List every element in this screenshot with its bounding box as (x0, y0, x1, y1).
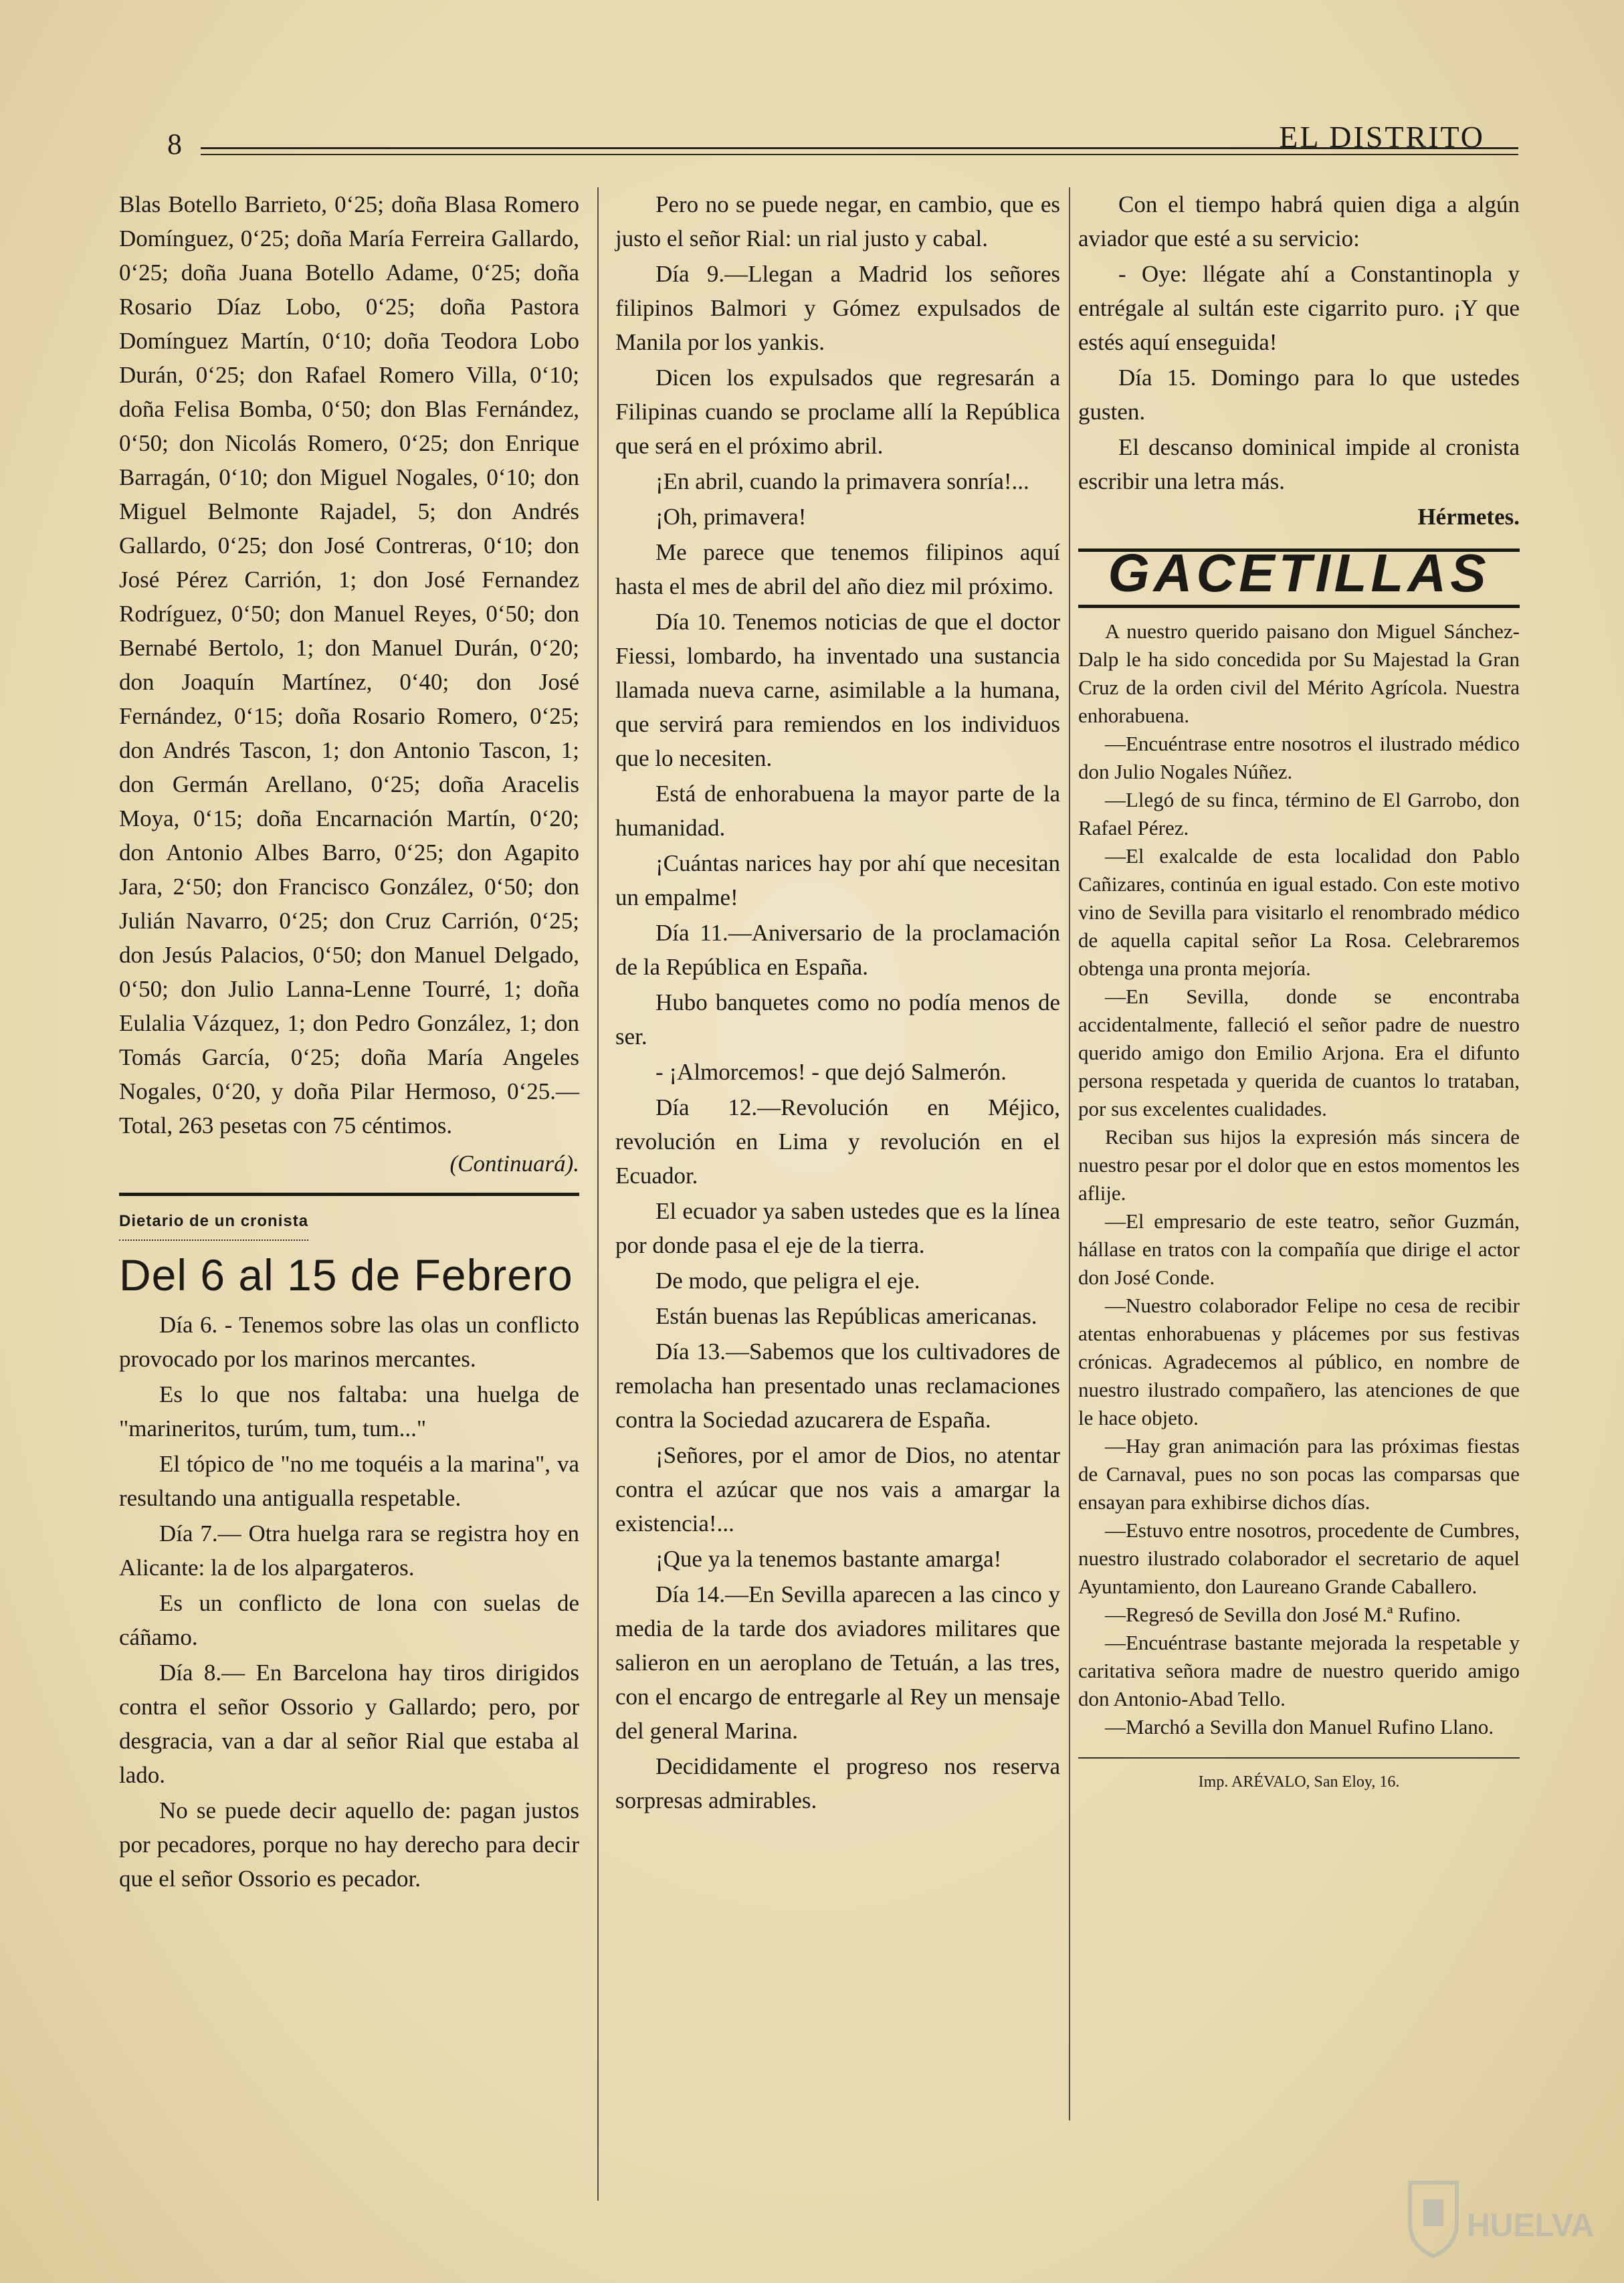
paragraph: El ecuador ya saben ustedes que es la línea por donde pasa el eje de la tierra. (615, 1198, 1060, 1258)
paragraph: Pero no se puede negar, en cambio, que es justo el señor Rial: un rial justo y cabal. (615, 191, 1060, 252)
gacetilla-item: —Estuvo entre nosotros, procedente de Cumbres, nuestro ilustrado colaborador el secretario de aquel Ayuntamiento, don Laureano Grande Caballero. (1078, 1518, 1520, 1598)
paragraph: Día 13.—Sabemos que los cultivadores de remolacha han presentado unas reclamaciones contra la Sociedad azucarera de España. (615, 1338, 1060, 1433)
gacetilla-item: —El empresario de este teatro, señor Guzmán, hállase en tratos con la compañía que dirige el actor don José Conde. (1078, 1209, 1520, 1289)
imprenta-credit: Imp. ARÉVALO, San Eloy, 16. (1078, 1757, 1520, 1796)
paragraph: Decididamente el progreso nos reserva sorpresas admirables. (615, 1753, 1060, 1813)
gacetilla-item: —Encuéntrase entre nosotros el ilustrado médico don Julio Nogales Núñez. (1078, 732, 1520, 783)
column-2 (615, 187, 1060, 1819)
gacetilla-item: —Encuéntrase bastante mejorada la respetable y caritativa señora madre de nuestro querido amigo don Antonio-Abad Tello. (1078, 1631, 1520, 1710)
gacetilla-item: —En Sevilla, donde se encontraba accidentalmente, falleció el señor padre de nuestro querido amigo don Emilio Arjona. Era el difunto persona respetada y querida de cuantos lo trataban, por sus excelentes cualidades. (1078, 985, 1520, 1120)
paragraph: Día 10. Tenemos noticias de que el doctor Fiessi, lombardo, ha inventado una sustancia llamada nueva carne, asimilable a la humana, que servirá para remiendos en los individuos que lo necesiten. (615, 609, 1060, 771)
dietario-paragraph: Día 7.— Otra huelga rara se registra hoy en Alicante: la de los alpargateros. (119, 1520, 579, 1581)
paragraph: ¡Oh, primavera! (655, 504, 807, 530)
paragraph: - ¡Almorcemos! - que dejó Salmerón. (655, 1059, 1007, 1085)
dietario-paragraph: El tópico de "no me toquéis a la marina", va resultando una antigualla respetable. (119, 1451, 579, 1511)
gacetilla-item: —Marchó a Sevilla don Manuel Rufino Llano. (1105, 1715, 1494, 1739)
watermark-text: HUELVA (1467, 2208, 1595, 2244)
dietario-paragraph: Día 6. - Tenemos sobre las olas un conflicto provocado por los marinos mercantes. (119, 1312, 579, 1372)
paragraph: Con el tiempo habrá quien diga a algún aviador que esté a su servicio: (1078, 191, 1520, 252)
paragraph: Dicen los expulsados que regresarán a Filipinas cuando se proclame allí la República que será en el próximo abril. (615, 365, 1060, 459)
column-divider-2 (1069, 187, 1070, 2120)
paper-name: EL DISTRITO (1279, 120, 1485, 154)
paragraph: Día 9.—Llegan a Madrid los señores filipinos Balmori y Gómez expulsados de Manila por los yankis. (615, 261, 1060, 355)
paragraph: Está de enhorabuena la mayor parte de la humanidad. (615, 781, 1060, 841)
paragraph: ¡En abril, cuando la primavera sonría!... (655, 468, 1029, 494)
huelva-watermark-logo (1397, 2169, 1597, 2263)
paragraph: ¡Que ya la tenemos bastante amarga! (655, 1546, 1002, 1572)
paragraph: Día 12.—Revolución en Méjico, revolución en Lima y revolución en el Ecuador. (615, 1094, 1060, 1189)
signature: Hérmetes. (1417, 504, 1520, 530)
dietario-paragraph: Es lo que nos faltaba: una huelga de "marineritos, turúm, tum, tum..." (119, 1381, 579, 1442)
column-divider-1 (597, 187, 599, 2201)
page-header (161, 112, 1518, 159)
gacetilla-item: —El exalcalde de esta localidad don Pablo Cañizares, continúa en igual estado. Con este motivo vino de Sevilla para visitarlo el renombrado médico de aquella capital señor La Rosa. Celebraremos obtenga una pronta mejoría. (1078, 844, 1520, 980)
column-3 (1078, 187, 1520, 1796)
gacetillas-section (1078, 617, 1520, 1796)
column-1 (119, 187, 579, 1897)
gacetilla-item: —Regresó de Sevilla don José M.ª Rufino. (1105, 1603, 1461, 1626)
gacetillas-title: GACETILLAS (1108, 543, 1490, 603)
donations-list: Blas Botello Barrieto, 0‘25; doña Blasa Romero Domínguez, 0‘25; doña María Ferreira Gallardo, 0‘25; doña Juana Botello Adame, 0‘25; doña Rosario Díaz Lobo, 0‘25; doña Pastora Domínguez Martín, 0‘10; doña Teodora Lobo Durán, 0‘25; don Rafael Romero Villa, 0‘10; doña Felisa Bomba, 0‘50; don Blas Fernández, 0‘50; don Nicolás Romero, 0‘25; don Enrique Barragán, 0‘10; don Miguel Nogales, 0‘10; don Miguel Belmonte Rajadel, 5; don Andrés Gallardo, 0‘25; don José Contreras, 0‘10; don José Pérez Carrión, 1; don José Fernandez Rodríguez, 0‘50; don Manuel Reyes, 0‘50; don Bernabé Bertolo, 1; don Manuel Durán, 0‘20; don Joaquín Martínez, 0‘40; don José Fernández, 0‘15; doña Rosario Romero, 0‘25; don Andrés Tascon, 1; don Antonio Tascon, 1; don Germán Arellano, 0‘25; doña Aracelis Moya, 0‘15; doña Encarnación Martín, 0‘20; don Antonio Albes Barro, 0‘25; don Agapito Jara, 2‘50; don Francisco González, 0‘50; don Julián Navarro, 0‘25; don Cruz Carrión, 0‘25; don Jesús Palacios, 0‘50; don Manuel Delgado, 0‘50; don Julio Lanna-Lenne Tourré, 1; doña Eulalia Vázquez, 1; don Pedro González, 1; don Tomás García, 0‘25; doña María Angeles Nogales, 0‘20, y doña Pilar Hermoso, 0‘25.—Total, 263 pesetas con 75 céntimos. (119, 191, 579, 1138)
paragraph: ¡Cuántas narices hay por ahí que necesitan un empalme! (615, 850, 1060, 910)
gacetilla-item: —Nuestro colaborador Felipe no cesa de recibir atentas enhorabuenas y plácemes por sus festivas crónicas. Agradecemos al público, en nombre de nuestro ilustrado compañero, las atenciones de que le hace objeto. (1078, 1294, 1520, 1429)
paragraph: De modo, que peligra el eje. (655, 1268, 920, 1294)
gacetilla-item: A nuestro querido paisano don Miguel Sánchez-Dalp le ha sido concedida por Su Majestad la Gran Cruz de la orden civil del Mérito Agrícola. Nuestra enhorabuena. (1078, 619, 1520, 727)
dietario-paragraph: Es un conflicto de lona con suelas de cáñamo. (119, 1590, 579, 1650)
paragraph: Día 14.—En Sevilla aparecen a las cinco y media de la tarde dos aviadores militares que salieron en un aeroplano de Tetuán, a las tres, con el encargo de entregarle al Rey un mensaje del general Marina. (615, 1581, 1060, 1744)
paragraph: Están buenas las Repúblicas americanas. (655, 1303, 1037, 1329)
gacetillas-header (1078, 543, 1520, 608)
paragraph: ¡Señores, por el amor de Dios, no atentar contra el azúcar que nos vais a amargar la existencia!... (615, 1442, 1060, 1536)
page-number: 8 (167, 128, 182, 161)
continuara-note: (Continuará). (449, 1151, 579, 1177)
paragraph: Me parece que tenemos filipinos aquí hasta el mes de abril del año diez mil próximo. (615, 539, 1060, 599)
dietario-label: Dietario de un cronista (119, 1204, 308, 1241)
paragraph: Hubo banquetes como no podía menos de ser. (615, 989, 1060, 1050)
paragraph: El descanso dominical impide al cronista escribir una letra más. (1078, 434, 1520, 494)
paragraph: Día 15. Domingo para lo que ustedes gusten. (1078, 365, 1520, 425)
gacetilla-item: —Hay gran animación para las próximas fiestas de Carnaval, pues no son pocas las comparsas que ensayan para exhibirse dichos días. (1078, 1434, 1520, 1514)
dietario-paragraph: Día 8.— En Barcelona hay tiros dirigidos contra el señor Ossorio y Gallardo; pero, por desgracia, van a dar al señor Rial que estaba al lado. (119, 1660, 579, 1788)
gacetilla-item: —Llegó de su finca, término de El Garrobo, don Rafael Pérez. (1078, 788, 1520, 839)
header-rule (201, 147, 1518, 149)
header-rule-secondary (201, 154, 1518, 155)
gacetilla-item: Reciban sus hijos la expresión más sincera de nuestro pesar por el dolor que en estos momentos les aflije. (1078, 1125, 1520, 1205)
dietario-section (119, 1193, 579, 1896)
dietario-paragraph: No se puede decir aquello de: pagan justos por pecadores, porque no hay derecho para decir que el señor Ossorio es pecador. (119, 1797, 579, 1892)
paragraph: Día 11.—Aniversario de la proclamación de la República en España. (615, 920, 1060, 980)
shield-icon (1410, 2183, 1457, 2256)
paragraph: - Oye: llégate ahí a Constantinopla y entrégale al sultán este cigarrito puro. ¡Y que estés aquí enseguida! (1078, 261, 1520, 355)
dietario-title: Del 6 al 15 de Febrero (119, 1250, 573, 1300)
